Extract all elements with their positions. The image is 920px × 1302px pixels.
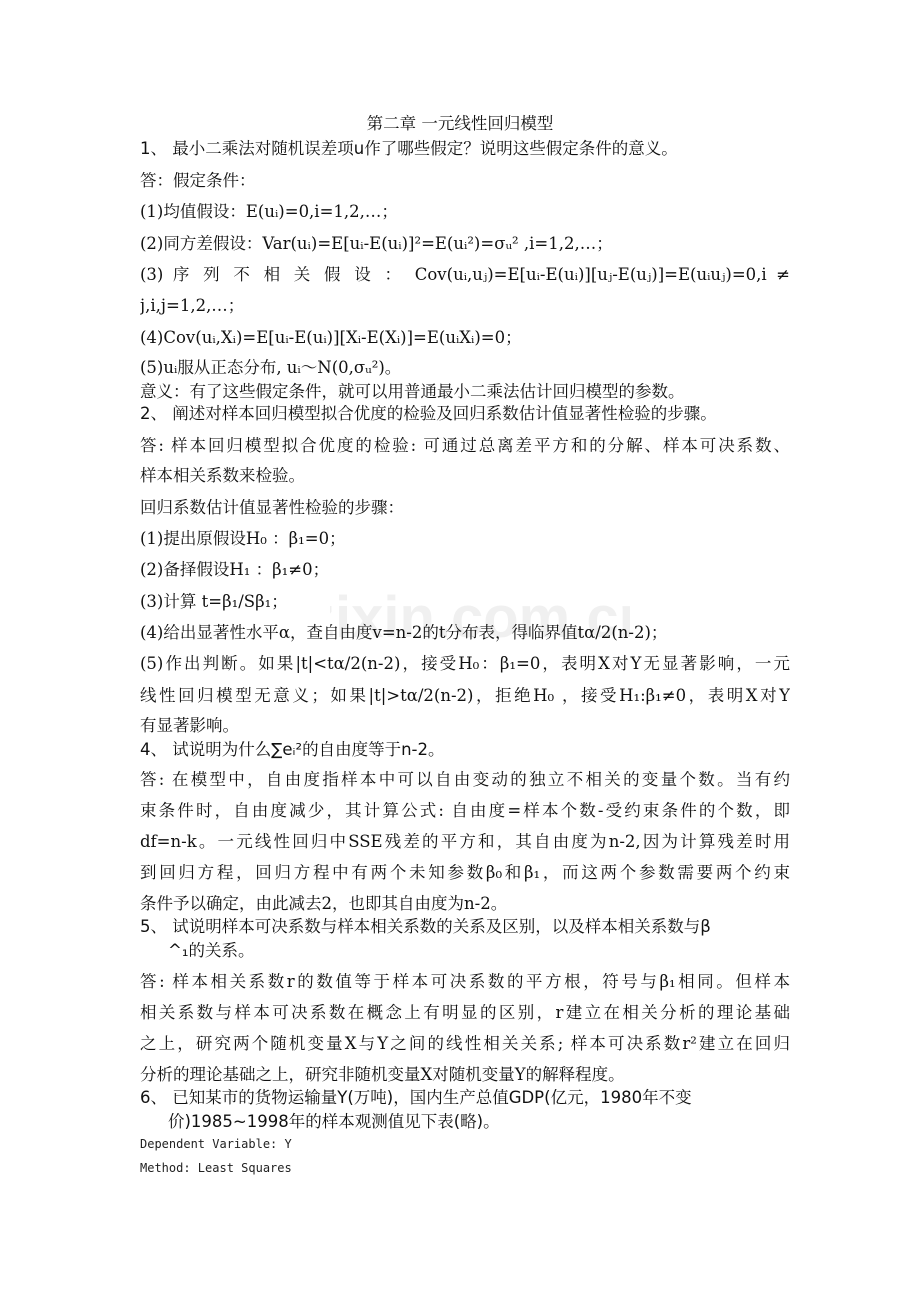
test-step-1: (1)提出原假设H₀ ：β₁=0； <box>140 529 346 548</box>
test-step-5-line-1: (5)作出判断。如果|t|<tα/2(n-2)，接受H₀：β₁=0，表明X对Y无显著影响，一元 <box>140 654 790 673</box>
output-method: Method: Least Squares <box>140 1161 292 1175</box>
question-2: 2、 阐述对样本回归模型拟合优度的检验及回归系数估计值显著性检验的步骤。 <box>140 404 717 423</box>
meaning-text: 意义：有了这些假定条件，就可以用普通最小二乘法估计回归模型的参数。 <box>140 382 685 401</box>
answer-4-line-3: df=n-k。一元线性回归中SSE残差的平方和，其自由度为n-2,因为计算残差时用 <box>140 832 790 851</box>
answer-4-line-5: 条件予以确定，由此减去2，也即其自由度为n-2。 <box>140 894 508 913</box>
answer-5-line-3: 之上，研究两个随机变量X与Y之间的线性相关关系; 样本可决系数r²建立在回归 <box>140 1034 790 1053</box>
answer-4-line-4: 到回归方程，回归方程中有两个未知参数β₀和β₁，而这两个参数需要两个约束 <box>140 863 790 882</box>
assumption-1: (1)均值假设：E(uᵢ)=0,i=1,2,…； <box>140 202 398 221</box>
assumption-2: (2)同方差假设：Var(uᵢ)=E[uᵢ-E(uᵢ)]²=E(uᵢ²)=σᵤ² ,i=1,2,…； <box>140 234 613 253</box>
assumption-3-line-1: (3) 序 列 不 相 关 假 设 ： Cov(uᵢ,uⱼ)=E[uᵢ-E(uᵢ)][uⱼ-E(uⱼ)]=E(uᵢuⱼ)=0,i ≠ <box>140 265 790 284</box>
chapter-title: 第二章 一元线性回归模型 <box>366 114 554 133</box>
answer-5-line-1: 答: 样本相关系数r的数值等于样本可决系数的平方根，符号与β₁相同。但样本 <box>140 972 790 991</box>
question-5-line-1: 5、 试说明样本可决系数与样本相关系数的关系及区别，以及样本相关系数与β <box>140 917 711 936</box>
question-4: 4、 试说明为什么∑eᵢ²的自由度等于n-2。 <box>140 740 445 759</box>
test-step-2: (2)备择假设H₁ ：β₁≠0； <box>140 560 330 579</box>
assumption-3-line-2: j,i,j=1,2,…； <box>140 296 245 315</box>
answer-2-line-1: 答: 样本回归模型拟合优度的检验: 可通过总离差平方和的分解、样本可决系数、 <box>140 436 790 455</box>
question-1: 1、 最小二乘法对随机误差项u作了哪些假定？说明这些假定条件的意义。 <box>140 139 678 158</box>
test-step-3: (3)计算 t=β₁/Sβ₁； <box>140 592 288 611</box>
answer-5-line-2: 相关系数与样本可决系数在概念上有明显的区别，r建立在相关分析的理论基础 <box>140 1003 790 1022</box>
test-step-5-line-2: 线性回归模型无意义；如果|t|>tα/2(n-2)，拒绝H₀ ，接受H₁:β₁≠0，表明X对Y <box>140 686 790 705</box>
output-dependent-variable: Dependent Variable: Y <box>140 1137 292 1151</box>
answer-4-line-1: 答: 在模型中，自由度指样本中可以自由变动的独立不相关的变量个数。当有约 <box>140 770 790 789</box>
watermark-text: ixin.com.c <box>334 585 619 650</box>
assumption-5: (5)uᵢ服从正态分布, uᵢ～N(0,σᵤ²)。 <box>140 358 402 377</box>
test-step-5-line-3: 有显著影响。 <box>140 716 239 735</box>
answer-4-line-2: 束条件时，自由度减少，其计算公式: 自由度=样本个数-受约束条件的个数，即 <box>140 801 790 820</box>
question-6-line-1: 6、 已知某市的货物运输量Y(万吨)，国内生产总值GDP(亿元，1980年不变 <box>140 1088 692 1107</box>
test-step-4: (4)给出显著性水平α，查自由度v=n-2的t分布表，得临界值tα/2(n-2)； <box>140 623 668 642</box>
question-5-line-2: ^₁的关系。 <box>168 941 255 960</box>
test-steps-heading: 回归系数估计值显著性检验的步骤： <box>140 498 404 517</box>
answer-2-line-2: 样本相关系数来检验。 <box>140 466 305 485</box>
assumption-4: (4)Cov(uᵢ,Xᵢ)=E[uᵢ-E(uᵢ)][Xᵢ-E(Xᵢ)]=E(uᵢXᵢ)=0； <box>140 328 522 347</box>
answer-5-line-4: 分析的理论基础之上，研究非随机变量X对随机变量Y的解释程度。 <box>140 1065 625 1084</box>
answer-1-intro: 答：假定条件： <box>140 171 256 190</box>
question-6-line-2: 价)1985~1998年的样本观测值见下表(略)。 <box>168 1112 500 1131</box>
